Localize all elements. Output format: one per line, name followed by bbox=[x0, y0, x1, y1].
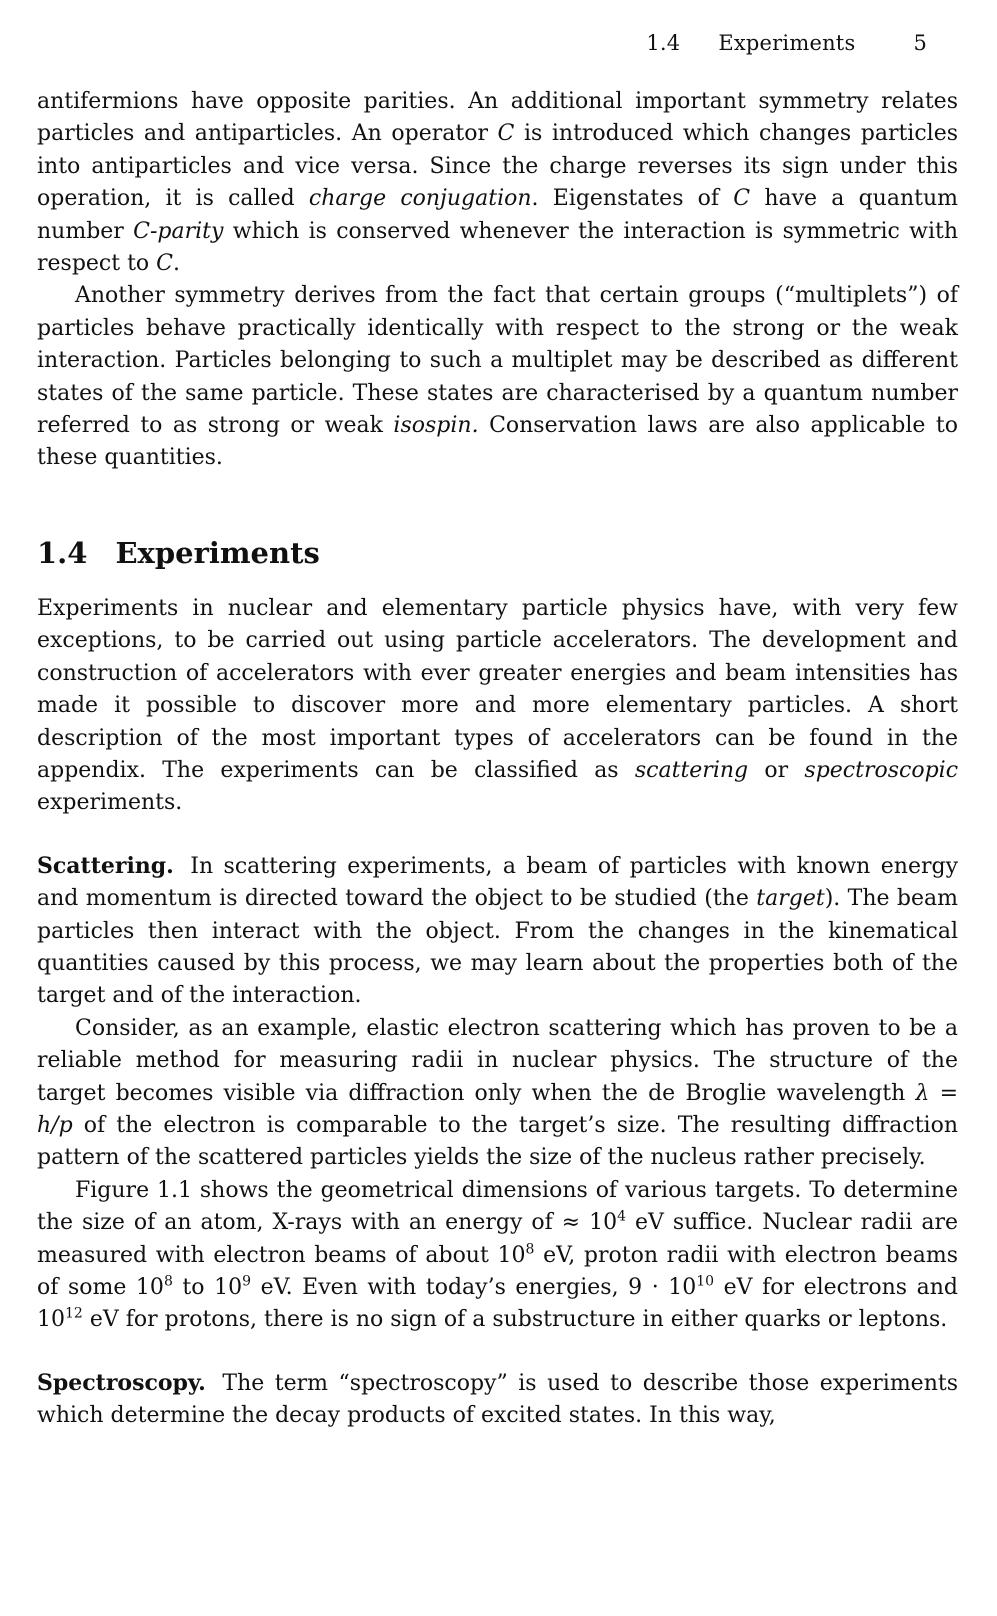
paragraph-electron-scattering bbox=[37, 1013, 958, 1175]
runin-heading-scattering: Scattering. bbox=[37, 852, 174, 879]
paragraph-spectroscopy bbox=[37, 1367, 958, 1433]
term-spectroscopic: spectroscopic bbox=[804, 757, 959, 783]
text-run: ). The beam particles then interact with the object. From the changes in the kinematical quantities caused by this process, we may learn about the properties both of the target and of the interaction. bbox=[37, 886, 959, 1009]
text-run: eV, proton radii with electron beams of some 10 bbox=[37, 1242, 958, 1300]
running-head-title: Experiments bbox=[718, 31, 856, 55]
text-run: or bbox=[764, 757, 789, 783]
text-run: eV. Even with today’s energies, 9 · 10 bbox=[251, 1275, 697, 1300]
text-run: is introduced which changes particles into antiparticles and vice versa. Since the charge reverses its sign under this operation, it is called bbox=[37, 121, 959, 212]
page-body bbox=[37, 86, 958, 1433]
text-run: eV suffice. Nuclear radii are measured with electron beams of about 10 bbox=[37, 1210, 959, 1268]
operator-c: C bbox=[156, 251, 174, 277]
paragraph-charge-conjugation bbox=[37, 86, 958, 280]
text-run: have a quantum number bbox=[37, 186, 958, 244]
running-head-section-number: 1.4 bbox=[646, 31, 681, 55]
page-number: 5 bbox=[913, 31, 927, 55]
text-run: . Eigenstates of bbox=[531, 186, 720, 212]
exponent: 9 bbox=[242, 1273, 251, 1290]
text-run: which is conserved whenever the interaction is symmetric with respect to bbox=[37, 218, 958, 277]
section-title: Experiments bbox=[115, 535, 320, 570]
exponent: 12 bbox=[65, 1306, 83, 1323]
text-run: of the electron is comparable to the target’s size. The resulting diffraction pattern of the scattered particles yields the size of the nucleus rather precisely. bbox=[37, 1112, 958, 1171]
text-run: In scattering experiments, a beam of particles with known energy and momentum is directed toward the object to be studied (the bbox=[37, 853, 958, 912]
operator-c: C bbox=[497, 121, 515, 147]
term-isospin: isospin. bbox=[393, 413, 479, 439]
text-run: Figure 1.1 shows the geometrical dimensions of various targets. To determine the size of an atom, X-rays with an energy of ≈ 10 bbox=[37, 1177, 958, 1236]
exponent: 8 bbox=[163, 1273, 173, 1290]
text-run: The term “spectroscopy” is used to describe those experiments which determine the decay products of excited states. In this way, bbox=[37, 1370, 958, 1429]
paragraph-target-dimensions bbox=[37, 1175, 958, 1337]
text-run: to 10 bbox=[172, 1275, 243, 1300]
formula-de-broglie: λ = h/p bbox=[37, 1080, 958, 1138]
runin-heading-spectroscopy: Spectroscopy. bbox=[37, 1369, 206, 1396]
text-run: Another symmetry derives from the fact that certain groups (“multiplets”) of particles behave practically identically with respect to the strong or the weak interaction. Particles belonging to such a multiplet may be described as different states of the same particle. These states are characterised by a quantum number referred to as strong or weak bbox=[37, 283, 958, 439]
text-run: eV for electrons and 10 bbox=[37, 1275, 958, 1333]
exponent: 8 bbox=[525, 1241, 535, 1258]
paragraph-scattering bbox=[37, 850, 958, 1013]
exponent: 10 bbox=[696, 1273, 715, 1290]
text-run: antifermions have opposite parities. An additional important symmetry relates particles and antiparticles. An operator bbox=[37, 89, 958, 147]
section-heading bbox=[37, 533, 958, 573]
exponent: 4 bbox=[617, 1208, 626, 1225]
text-run: . bbox=[173, 251, 181, 277]
term-charge-conjugation: charge conjugation bbox=[308, 186, 532, 212]
term-c-parity: C-parity bbox=[133, 218, 224, 244]
running-head bbox=[646, 31, 927, 55]
term-scattering: scattering bbox=[634, 757, 749, 783]
paragraph-isospin bbox=[37, 280, 958, 474]
text-run: eV for protons, there is no sign of a substructure in either quarks or leptons. bbox=[82, 1307, 948, 1333]
text-run: experiments. bbox=[37, 790, 183, 816]
text-run: Consider, as an example, elastic electron scattering which has proven to be a reliable method for measuring radii in nuclear physics. The structure of the target becomes visible via diffraction only when the de Broglie wavelength bbox=[37, 1015, 958, 1106]
term-target: target bbox=[756, 886, 825, 912]
paragraph-experiments-intro bbox=[37, 593, 958, 820]
section-number: 1.4 bbox=[37, 535, 88, 570]
text-run: Conservation laws are also applicable to these quantities. bbox=[37, 413, 958, 471]
operator-c: C bbox=[733, 186, 751, 212]
text-run: Experiments in nuclear and elementary particle physics have, with very few exceptions, to be carried out using particle accelerators. The development and construction of accelerators with ever greater energies and beam intensities has made it possible to discover more and more elementary particles. A short description of the most important types of accelerators can be found in the appendix. The experiments can be classified as bbox=[37, 595, 958, 783]
